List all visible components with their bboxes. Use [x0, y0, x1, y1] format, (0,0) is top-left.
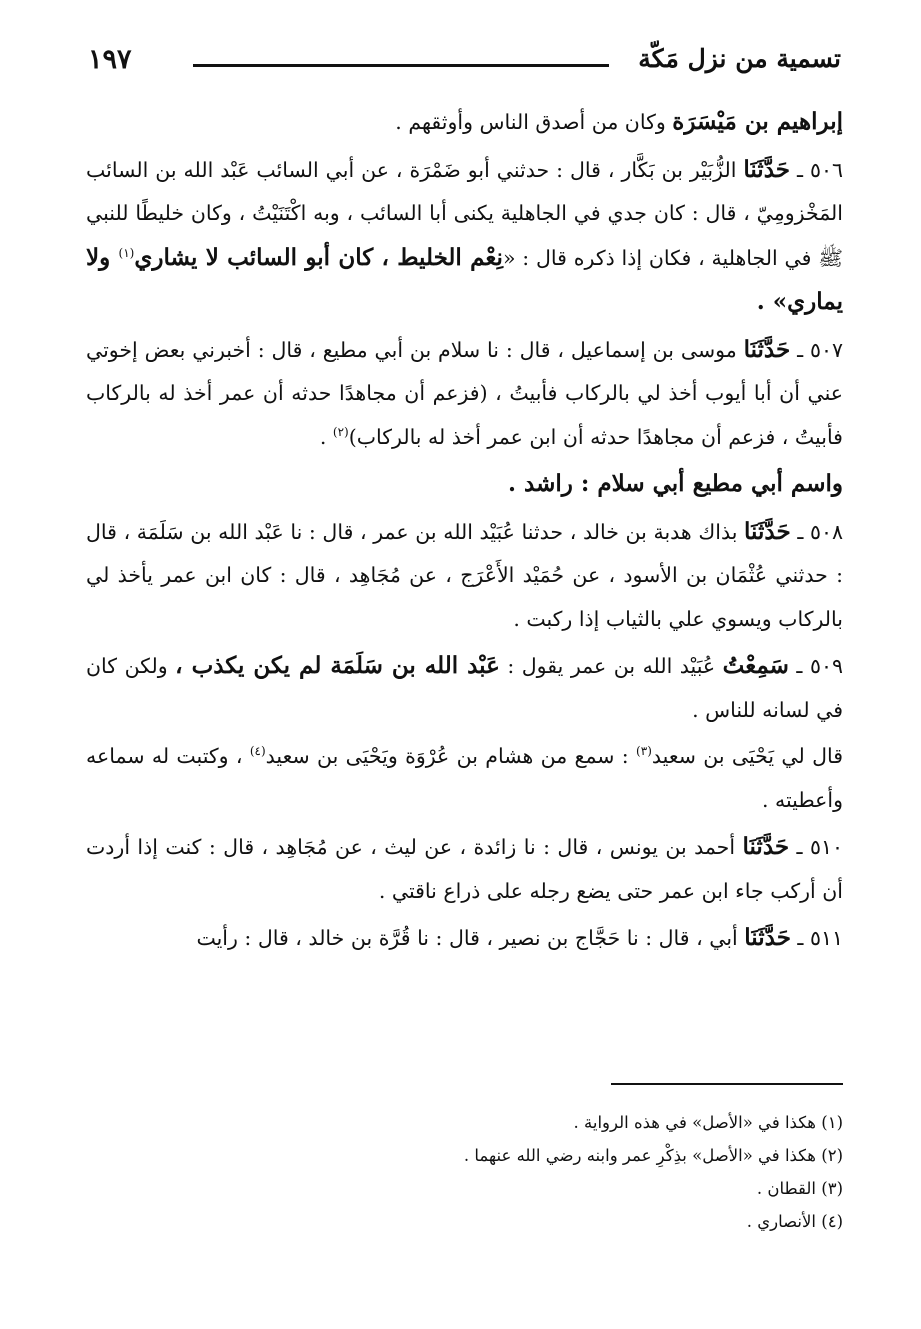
- page-header: [88, 44, 841, 84]
- paragraph-text: قال لي يَحْيَى بن سعيد: [651, 744, 844, 768]
- hadith-number: ٥٠٦ ـ: [790, 157, 843, 182]
- header-rule: [193, 64, 609, 67]
- paragraph-text: بذاك هدبة بن خالد ، حدثنا عُبَيْد الله بن عمر ، قال : نا عَبْد الله بن سَلَمَة ، قال : حدثني عُثْمَان بن الأسود ، عن حُمَيْد الأَعْرَج ، عن مُجَاهِد ، قال : كان ابن عمر يأخذ لي بالركاب ويسوي علي بالثياب إذا ركبت .: [86, 519, 843, 631]
- hadith-number: ٥٠٩ ـ: [788, 654, 843, 678]
- paragraph-text: ، وكتبت له سماعه وأعطيته .: [86, 744, 843, 812]
- hadith-508: [86, 510, 843, 642]
- footnote-1: (١) هكذا في «الأصل» في هذه الرواية .: [573, 1113, 843, 1132]
- bold-phrase: واسم أبي مطيع أبي سلام : راشد .: [508, 470, 843, 497]
- footnote-marker: (٤): [249, 744, 266, 759]
- footnote-separator: [611, 1083, 843, 1085]
- paragraph-text: الزُّبَيْر بن بَكَّار ، قال : حدثني أبو ضَمْرَة ، عن أبي السائب عَبْد الله بن السائب المَخْزومِيّ ، قال : كان جدي في الجاهلية يكنى أبا السائب ، وبه اكْتَنَيْتُ ، وكان خليطًا للنبي ﷺ في الجاهلية ، فكان إذا ذكره قال : «: [86, 157, 843, 270]
- bold-phrase: حَدَّثَنَا: [744, 924, 791, 951]
- narrator-note: [86, 462, 843, 507]
- hadith-number: ٥٠٨ ـ: [790, 519, 843, 544]
- hadith-509: [86, 644, 843, 732]
- paragraph-text: : سمع من هشام بن عُرْوَة ويَحْيَى بن سعيد: [265, 744, 637, 768]
- footnote-4: (٤) الأنصاري .: [746, 1212, 843, 1231]
- paragraph-text: موسى بن إسماعيل ، قال : نا سلام بن أبي مطيع ، قال : أخبرني بعض إخوتي عني أن أبا أيوب أخذ لي بالركاب فأبيتُ ، (فزعم أن مجاهدًا حدثه أن عمر أخذ له بالركاب فأبيتُ ، فزعم أن مجاهدًا حدثه أن ابن عمر أخذ له بالركاب): [86, 337, 843, 449]
- bold-phrase: حَدَّثَنَا: [742, 833, 790, 860]
- hadith-510: [86, 825, 843, 913]
- paragraph-text: .: [319, 424, 333, 449]
- narrator-statement: [86, 735, 843, 822]
- bold-phrase: عَبْد الله بن سَلَمَة لم يكن يكذب ،: [175, 652, 500, 679]
- hadith-511: [86, 916, 843, 961]
- footnote-marker: (٣): [636, 744, 652, 759]
- footnote-3: (٣) القطان .: [756, 1179, 843, 1198]
- bold-phrase: سَمِعْتُ: [722, 652, 789, 679]
- bold-phrase: حَدَّثَنَا: [743, 335, 791, 363]
- paragraph-continuation: [86, 100, 843, 145]
- bold-phrase: حَدَّثَنَا: [744, 517, 791, 545]
- footnote-marker: (٢): [332, 424, 349, 439]
- paragraph-text: أبي ، قال : نا حَجَّاج بن نصير ، قال : نا قُرَّة بن خالد ، قال : رأيت: [196, 926, 745, 950]
- bold-phrase: حَدَّثَنَا: [743, 155, 790, 183]
- bold-phrase: إبراهيم بن مَيْسَرَة: [672, 108, 843, 135]
- body-text: [86, 100, 843, 961]
- hadith-number: ٥٠٧ ـ: [790, 337, 843, 362]
- paragraph-text: ولكن كان في لسانه للناس .: [86, 654, 843, 722]
- hadith-506: [86, 148, 843, 325]
- paragraph-text: أحمد بن يونس ، قال : نا زائدة ، عن ليث ، عن مُجَاهِد ، قال : كنت إذا أردت أن أركب جاء ابن عمر حتى يضع رجله على ذراع ناقتي .: [86, 835, 843, 903]
- hadith-number: ٥١١ ـ: [790, 926, 843, 950]
- hadith-number: ٥١٠ ـ: [789, 835, 843, 859]
- paragraph-text: » .: [756, 288, 788, 315]
- footnote-2: (٢) هكذا في «الأصل» بذِكْرِ عمر وابنه رضي الله عنهما .: [463, 1146, 843, 1165]
- footnotes: [86, 1106, 843, 1238]
- footnote-marker: (١): [118, 245, 135, 260]
- paragraph-text: عُبَيْد الله بن عمر يقول :: [499, 654, 723, 678]
- chapter-title: تسمية من نزل مَكّة: [638, 44, 841, 73]
- paragraph-text: وكان من أصدق الناس وأوثقهم .: [395, 110, 673, 134]
- hadith-507: [86, 328, 843, 460]
- bold-phrase: ولا يماري: [86, 243, 843, 315]
- page-number: ١٩٧: [88, 44, 132, 75]
- bold-phrase: نِعْم الخليط ، كان أبو السائب لا يشاري: [134, 243, 503, 271]
